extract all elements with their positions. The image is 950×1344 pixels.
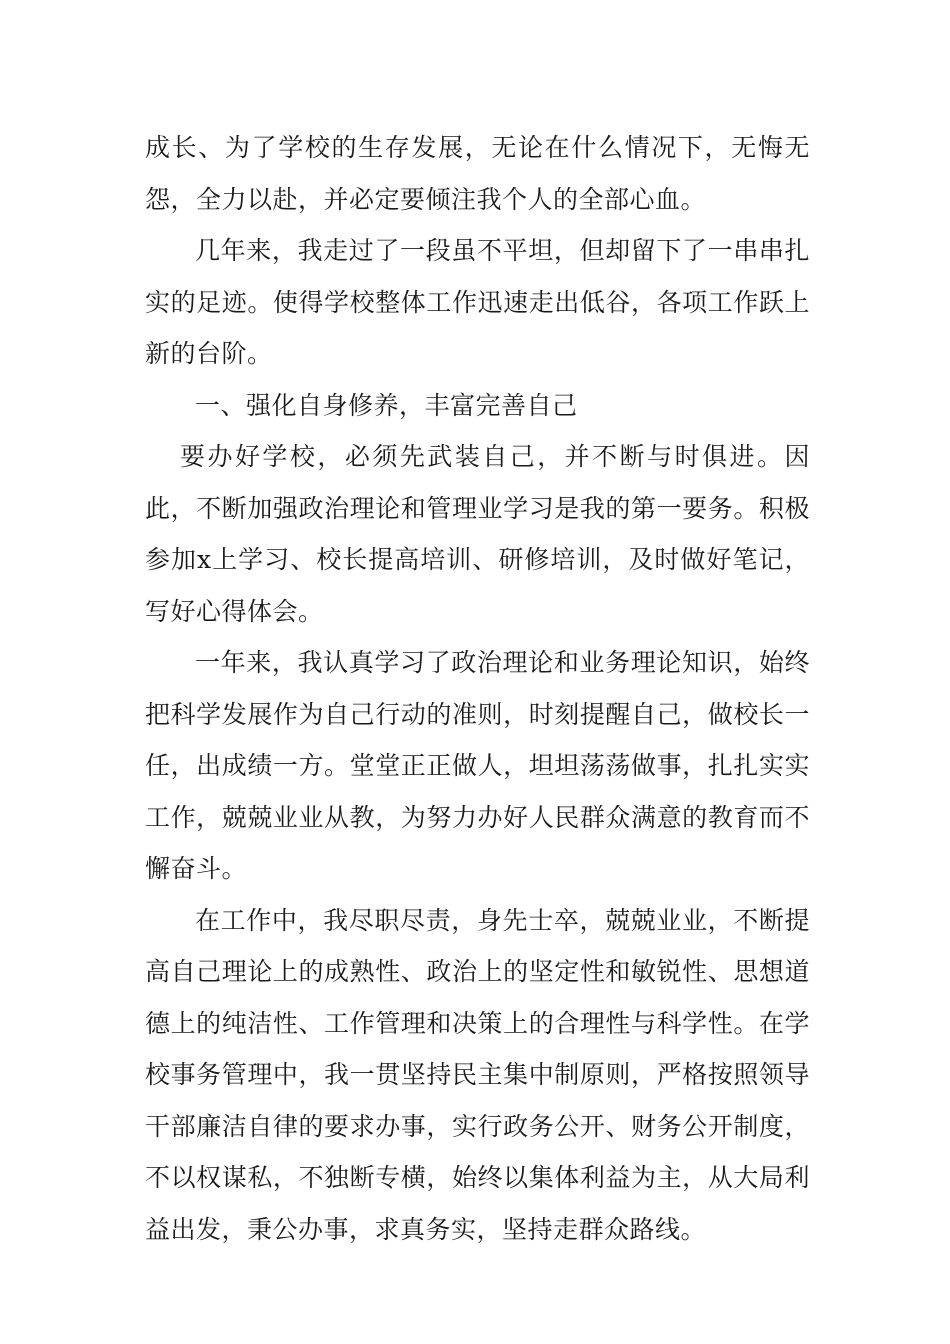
section-heading-1: 一、强化自身修养，丰富完善自己 xyxy=(195,390,578,420)
paragraph-self-equip: 要办好学校，必须先武装自己，并不断与时俱进。因此，不断加强政治理论和管理业学习是我的第一要务。积极参加x上学习、校长提高培训、研修培训，及时做好笔记，写好心得体会。 xyxy=(145,442,810,626)
paragraph-work-duty: 在工作中，我尽职尽责，身先士卒，兢兢业业，不断提高自己理论上的成熟性、政治上的坚定性和敏锐性、思想道德上的纯洁性、工作管理和决策上的合理性与科学性。在学校事务管理中，我一贯坚持民主集中制原则，严格按照领导干部廉洁自律的要求办事，实行政务公开、财务公开制度，不以权谋私，不独断专横，始终以集体利益为主，从大局利益出发，秉公办事，求真务实，坚持走群众路线。 xyxy=(145,905,810,1244)
paragraph-years-review: 几年来，我走过了一段虽不平坦，但却留下了一串串扎实的足迹。使得学校整体工作迅速走出低谷，各项工作跃上新的台阶。 xyxy=(145,236,810,368)
paragraph-year-study: 一年来，我认真学习了政治理论和业务理论知识，始终把科学发展作为自己行动的准则，时刻提醒自己，做校长一任，出成绩一方。堂堂正正做人，坦坦荡荡做事，扎扎实实工作，兢兢业业从教，为努力办好人民群众满意的教育而不懈奋斗。 xyxy=(145,648,810,883)
document-body xyxy=(145,122,810,1255)
paragraph-continuation: 成长、为了学校的生存发展，无论在什么情况下，无悔无怨，全力以赴，并必定要倾注我个人的全部心血。 xyxy=(145,133,810,214)
